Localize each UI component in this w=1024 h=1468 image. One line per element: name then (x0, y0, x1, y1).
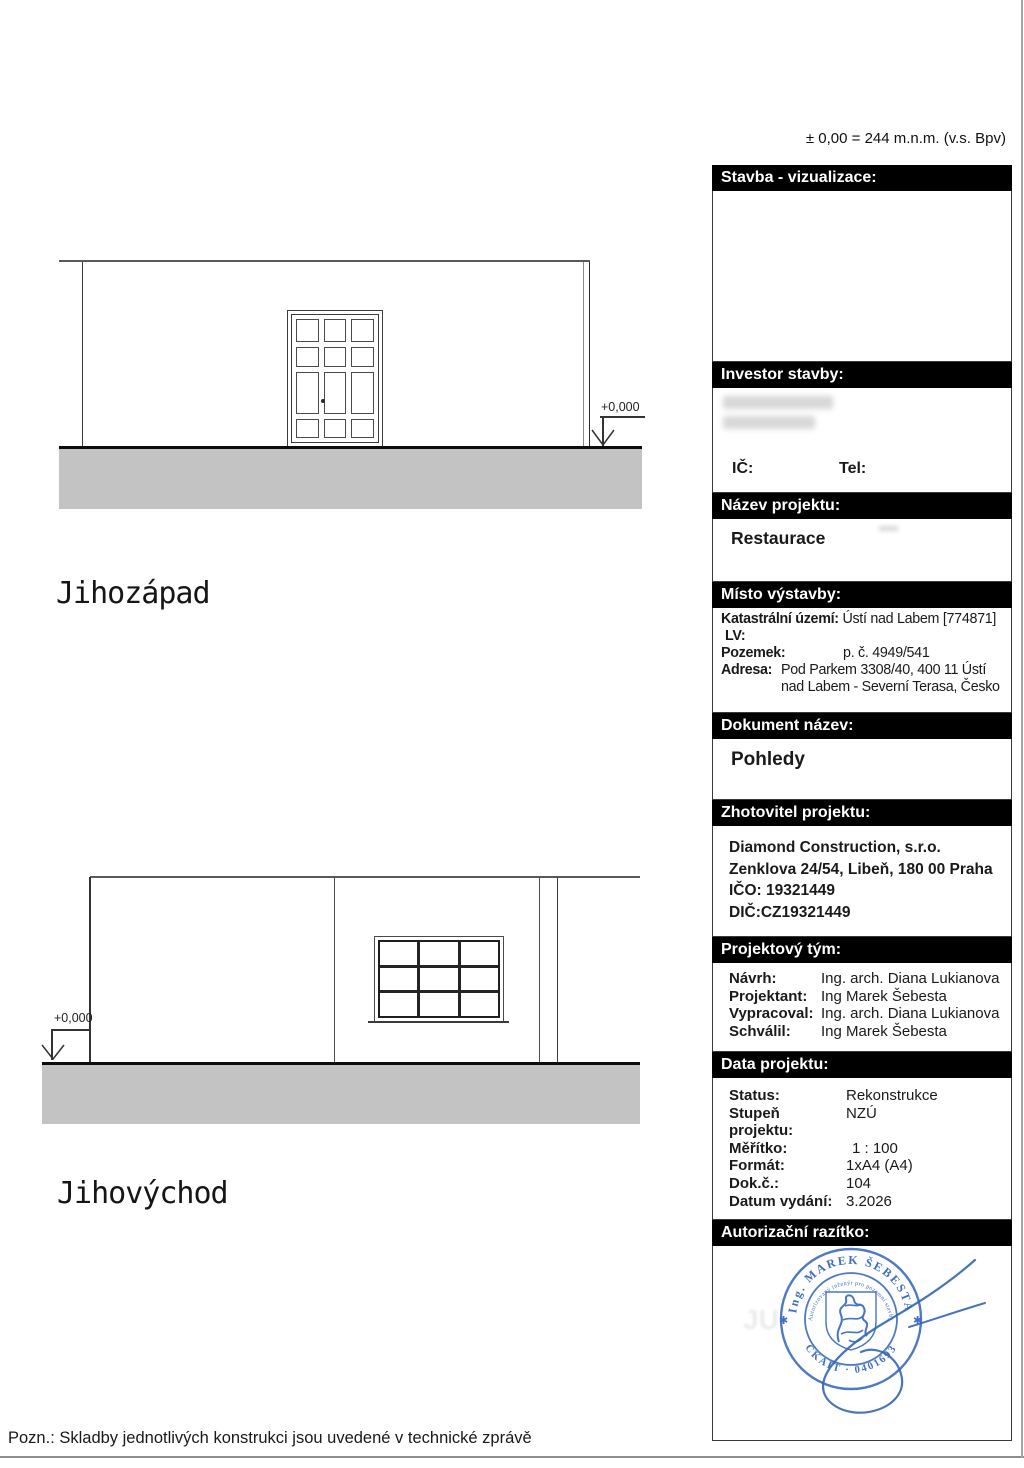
level-marker-line (600, 416, 645, 418)
window-pane (380, 942, 417, 965)
data-row-value: NZÚ (846, 1104, 877, 1122)
project-data-box (712, 1078, 1012, 1220)
team-row-value: Ing Marek Šebesta (821, 987, 947, 1005)
cadastral-value: Ústí nad Labem [774871] (842, 611, 997, 627)
address-label: Adresa: (721, 662, 773, 678)
address-line-2: nad Labem - Severní Terasa, Česko (781, 679, 1000, 695)
level-marker-label: +0,000 (54, 1011, 93, 1025)
document-name: Pohledy (731, 749, 805, 770)
stamp-lion-shield (826, 1292, 876, 1350)
section-header-stavba: Stavba - vizualizace: (712, 165, 1012, 191)
door-glass-panel (296, 372, 319, 415)
window-pane (461, 968, 498, 991)
window-pane (461, 993, 498, 1016)
contractor-ico: IČO: 19321449 (729, 882, 835, 899)
door-glass-panel (296, 319, 319, 342)
project-name-box (712, 519, 1012, 582)
title-block (712, 165, 1012, 1441)
data-row-value: 104 (846, 1174, 872, 1192)
door-glass-panel (351, 419, 374, 438)
door-glass-panel (351, 347, 374, 367)
door-glass-panel (324, 319, 347, 342)
ground-strip (42, 1062, 640, 1124)
sheet-note: Pozn.: Skladby jednotlivých konstrukci jsou uvedené v technické zprávě (8, 1429, 532, 1447)
lv-label: LV: (725, 628, 746, 644)
contractor-box (712, 826, 1012, 937)
stamp-star-icon: ✱ (913, 1315, 923, 1327)
parcel-row (721, 645, 1007, 662)
level-marker-arrow-icon (589, 428, 617, 447)
data-row-label: Měřítko: (729, 1139, 788, 1157)
door-glass-panel (296, 347, 319, 367)
parcel-value: p. č. 4949/541 (843, 645, 930, 661)
window-pane (420, 942, 457, 965)
section-header-dokument: Dokument název: (712, 713, 1012, 739)
redacted-text (879, 526, 898, 531)
cadastral-label: Katastrální území: (721, 611, 839, 627)
data-row-value: 1xA4 (A4) (846, 1157, 913, 1175)
level-marker-line (51, 1029, 90, 1031)
window-pane (380, 968, 417, 991)
door-glass-panel (324, 347, 347, 367)
window-pane (420, 968, 457, 991)
redacted-text (723, 416, 815, 429)
facade-joint-line (334, 877, 335, 1062)
data-row-label: Status: (729, 1087, 780, 1104)
team-row-value: Ing. arch. Diana Lukianova (821, 970, 1000, 987)
faint-watermark: JU (743, 1304, 779, 1335)
section-header-misto: Místo výstavby: (712, 582, 1012, 608)
wall-edge-line (583, 262, 584, 446)
stamp-profession-text: Autorizovaný inženýr pro pozemní stavby (808, 1280, 894, 1322)
team-row-label: Vypracoval: (729, 1005, 814, 1023)
team-row-value: Ing Marek Šebesta (821, 1022, 947, 1040)
ground-strip (59, 446, 642, 509)
svg-text:Autorizovaný inženýr pro pozem (808, 1281, 894, 1322)
door-glass-panel (324, 419, 347, 438)
door-handle-icon (321, 399, 325, 403)
wall-edge-line (89, 877, 91, 1062)
level-marker-label: +0,000 (601, 400, 640, 414)
contractor-address: Zenklova 24/54, Libeň, 180 00 Praha (729, 860, 993, 878)
section-header-nazev: Název projektu: (712, 493, 1012, 519)
authorization-stamp (713, 1246, 1011, 1440)
investor-box (712, 388, 1012, 493)
team-row-value: Ing. arch. Diana Lukianova (821, 1005, 1000, 1023)
team-row-label: Schválil: (729, 1022, 791, 1040)
address-row (721, 662, 1007, 696)
stamp-name-text: Ing. MAREK ŠEBESTA (785, 1252, 917, 1315)
stamp-number-text: ČKAIT · 0401693 (802, 1342, 900, 1377)
address-value (781, 662, 1007, 696)
project-name: Restaurace (731, 528, 826, 548)
section-header-tym: Projektový tým: (712, 937, 1012, 963)
ic-label: IČ: (732, 460, 754, 477)
redacted-text (723, 396, 833, 409)
address-line-1: Pod Parkem 3308/40, 400 11 Ústí (781, 662, 987, 678)
window-sill-line (368, 1021, 509, 1023)
window-pane (461, 942, 498, 965)
facade-joint-line (557, 877, 558, 1062)
sheet-right-border (1021, 0, 1023, 1458)
data-row-label: Formát: (729, 1157, 785, 1175)
cadastral-row (721, 611, 1007, 628)
team-box (712, 963, 1012, 1052)
data-row-label: Stupeň projektu: (729, 1104, 794, 1140)
tel-label: Tel: (839, 460, 867, 477)
document-name-box (712, 739, 1012, 800)
door-glass-panel (351, 319, 374, 342)
door-panel-grid (291, 314, 379, 443)
data-row-value: 1 : 100 (852, 1139, 898, 1157)
door-glass-panel (324, 372, 347, 415)
elevation-title: Jihovýchod (57, 1176, 228, 1211)
authorization-stamp-box (712, 1246, 1012, 1441)
section-header-zhotovitel: Zhotovitel projektu: (712, 800, 1012, 826)
contractor-name: Diamond Construction, s.r.o. (729, 839, 941, 856)
stamp-star-icon: ✱ (779, 1315, 789, 1327)
entry-door (287, 310, 383, 447)
window (374, 936, 504, 1022)
window-pane (380, 993, 417, 1016)
team-row-label: Návrh: (729, 970, 777, 987)
sheet-bottom-border (0, 1456, 1024, 1458)
data-row-value: Rekonstrukce (846, 1087, 938, 1104)
section-header-data: Data projektu: (712, 1052, 1012, 1078)
window-pane-grid (378, 940, 500, 1018)
door-glass-panel (351, 372, 374, 415)
contractor-dic: DIČ:CZ19321449 (729, 903, 851, 921)
datum-note: ± 0,00 = 244 m.n.m. (v.s. Bpv) (805, 130, 1006, 147)
window-pane (420, 993, 457, 1016)
site-box (712, 608, 1012, 713)
data-row-label: Dok.č.: (729, 1174, 780, 1192)
data-row-label: Datum vydání: (729, 1192, 833, 1210)
parcel-label: Pozemek: (721, 645, 786, 661)
section-header-razitko: Autorizační razítko: (712, 1220, 1012, 1246)
door-glass-panel (296, 419, 319, 438)
facade-joint-line (539, 877, 540, 1062)
lv-row (721, 628, 1007, 645)
data-row-value: 3.2026 (846, 1192, 892, 1210)
section-header-investor: Investor stavby: (712, 362, 1012, 388)
team-row-label: Projektant: (729, 987, 808, 1005)
visualization-box (712, 191, 1012, 362)
level-marker-arrow-icon (40, 1043, 67, 1061)
elevation-title: Jihozápad (56, 576, 210, 611)
